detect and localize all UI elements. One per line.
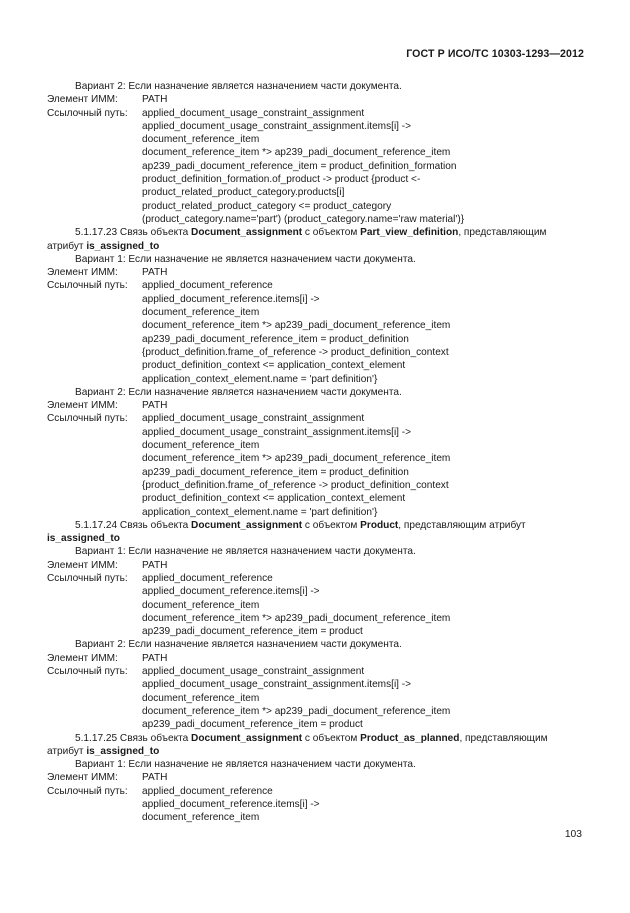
attribute-name: is_assigned_to — [47, 533, 120, 545]
field-value: applied_document_reference — [142, 572, 273, 584]
labeled-line — [47, 93, 584, 106]
field-label: Ссылочный путь: — [47, 107, 128, 119]
path-continuation: product_definition_formation.of_product -> product {product <- — [142, 174, 421, 186]
field-value: applied_document_reference — [142, 785, 273, 797]
path-continuation: document_reference_item — [142, 599, 260, 611]
section-heading — [47, 226, 584, 239]
path-continuation: document_reference_item *> ap239_padi_document_reference_item — [142, 705, 451, 717]
field-label: Ссылочный путь: — [47, 666, 128, 678]
connector-text: с объектом — [302, 519, 361, 531]
path-continuation: document_reference_item — [142, 692, 260, 704]
labeled-line — [47, 412, 584, 425]
field-label: Элемент ИММ: — [47, 400, 118, 412]
path-continuation: applied_document_usage_constraint_assignment.items[i] -> — [142, 679, 412, 691]
path-continuation: {product_definition.frame_of_reference -> product_definition_context — [142, 346, 449, 358]
field-label: Элемент ИММ: — [47, 94, 118, 106]
target-entity-name: Part_view_definition — [360, 227, 459, 239]
labeled-line — [47, 266, 584, 279]
path-continuation: ap239_padi_document_reference_item = product_definition — [142, 466, 409, 478]
labeled-line — [47, 559, 584, 572]
field-value: PATH — [142, 400, 168, 412]
path-continuation: applied_document_usage_constraint_assignment.items[i] -> — [142, 120, 412, 132]
field-value: applied_document_usage_constraint_assignment — [142, 666, 365, 678]
labeled-line — [47, 107, 584, 120]
field-label: Элемент ИММ: — [47, 559, 118, 571]
section-heading — [47, 519, 584, 532]
section-tail: , представляющим атрибут — [398, 519, 526, 531]
labeled-line — [47, 665, 584, 678]
path-continuation: document_reference_item — [142, 812, 260, 824]
path-continuation: application_context_element.name = 'part definition'} — [142, 373, 378, 385]
document-body — [47, 80, 584, 825]
section-tail: , представляющим — [459, 732, 548, 744]
path-continuation: product_related_product_category.products[i] — [142, 187, 345, 199]
section-tail: , представляющим — [458, 227, 547, 239]
path-continuation: {product_definition.frame_of_reference -> product_definition_context — [142, 479, 449, 491]
page-number: 103 — [564, 829, 582, 840]
section-heading-cont — [47, 745, 584, 758]
path-continuation: ap239_padi_document_reference_item = product — [142, 626, 363, 638]
path-continuation: applied_document_reference.items[i] -> — [142, 586, 320, 598]
field-value: applied_document_usage_constraint_assignment — [142, 413, 365, 425]
path-continuation: document_reference_item *> ap239_padi_document_reference_item — [142, 147, 451, 159]
field-label: Ссылочный путь: — [47, 785, 128, 797]
section-heading — [47, 732, 584, 745]
path-continuation: applied_document_usage_constraint_assignment.items[i] -> — [142, 426, 412, 438]
field-value: PATH — [142, 772, 168, 784]
connector-text: с объектом — [302, 732, 361, 744]
connector-text: с объектом — [302, 227, 361, 239]
path-continuation: (product_category.name='part') (product_category.name='raw material')} — [142, 213, 465, 225]
labeled-line — [47, 785, 584, 798]
labeled-line — [47, 279, 584, 292]
labeled-line — [47, 399, 584, 412]
variant-line: Вариант 2: Если назначение является назначением части документа. — [75, 81, 402, 92]
variant-line: Вариант 1: Если назначение не является назначением части документа. — [75, 546, 416, 558]
variant-line: Вариант 2: Если назначение является назначением части документа. — [75, 639, 402, 651]
target-entity-name: Product_as_planned — [360, 732, 460, 744]
path-continuation: document_reference_item *> ap239_padi_document_reference_item — [142, 320, 451, 332]
section-number: 5.1.17.23 Связь объекта — [75, 227, 192, 239]
attribute-name: is_assigned_to — [86, 240, 160, 252]
field-label: Элемент ИММ: — [47, 267, 118, 279]
field-value: PATH — [142, 559, 168, 571]
section-heading-cont — [47, 532, 584, 545]
field-label: Ссылочный путь: — [47, 280, 128, 292]
target-entity-name: Product — [360, 519, 399, 531]
field-label: Ссылочный путь: — [47, 413, 128, 425]
path-continuation: document_reference_item — [142, 440, 260, 452]
path-continuation: document_reference_item *> ap239_padi_document_reference_item — [142, 453, 451, 465]
field-label: Ссылочный путь: — [47, 572, 128, 584]
labeled-line — [47, 572, 584, 585]
field-label: Элемент ИММ: — [47, 652, 118, 664]
section-heading-text — [75, 732, 548, 745]
path-continuation: document_reference_item *> ap239_padi_document_reference_item — [142, 612, 451, 624]
path-continuation: applied_document_reference.items[i] -> — [142, 799, 320, 811]
section-heading-text — [75, 226, 546, 239]
entity-name: Document_assignment — [191, 519, 303, 531]
field-value: applied_document_reference — [142, 280, 273, 292]
section-heading-text — [75, 519, 526, 532]
path-continuation: ap239_padi_document_reference_item = product_definition — [142, 333, 409, 345]
path-continuation: application_context_element.name = 'part definition'} — [142, 506, 378, 518]
path-continuation: ap239_padi_document_reference_item = product_definition_formation — [142, 160, 457, 172]
attribute-prefix: атрибут — [47, 745, 87, 757]
path-continuation: product_definition_context <= application_context_element — [142, 493, 406, 505]
section-heading-cont — [47, 240, 584, 253]
field-label: Элемент ИММ: — [47, 772, 118, 784]
entity-name: Document_assignment — [191, 732, 303, 744]
variant-line: Вариант 1: Если назначение не является назначением части документа. — [75, 759, 416, 771]
variant-line: Вариант 2: Если назначение является назначением части документа. — [75, 386, 402, 398]
path-continuation: product_definition_context <= application_context_element — [142, 360, 406, 372]
attribute-prefix: атрибут — [47, 240, 87, 252]
path-continuation: document_reference_item — [142, 307, 260, 319]
labeled-line — [47, 652, 584, 665]
attribute-name: is_assigned_to — [86, 745, 160, 757]
path-continuation: applied_document_reference.items[i] -> — [142, 293, 320, 305]
variant-line: Вариант 1: Если назначение не является назначением части документа. — [75, 253, 416, 265]
entity-name: Document_assignment — [191, 227, 303, 239]
labeled-line — [47, 771, 584, 784]
field-value: applied_document_usage_constraint_assignment — [142, 107, 365, 119]
field-value: PATH — [142, 94, 168, 106]
section-number: 5.1.17.25 Связь объекта — [75, 732, 192, 744]
path-continuation: product_related_product_category <= product_category — [142, 200, 392, 212]
field-value: PATH — [142, 267, 168, 279]
field-value: PATH — [142, 652, 168, 664]
page-header: ГОСТ Р ИСО/ТС 10303-1293—2012 — [406, 48, 584, 60]
section-number: 5.1.17.24 Связь объекта — [75, 519, 192, 531]
path-continuation: ap239_padi_document_reference_item = product — [142, 719, 363, 731]
path-continuation: document_reference_item — [142, 134, 260, 146]
